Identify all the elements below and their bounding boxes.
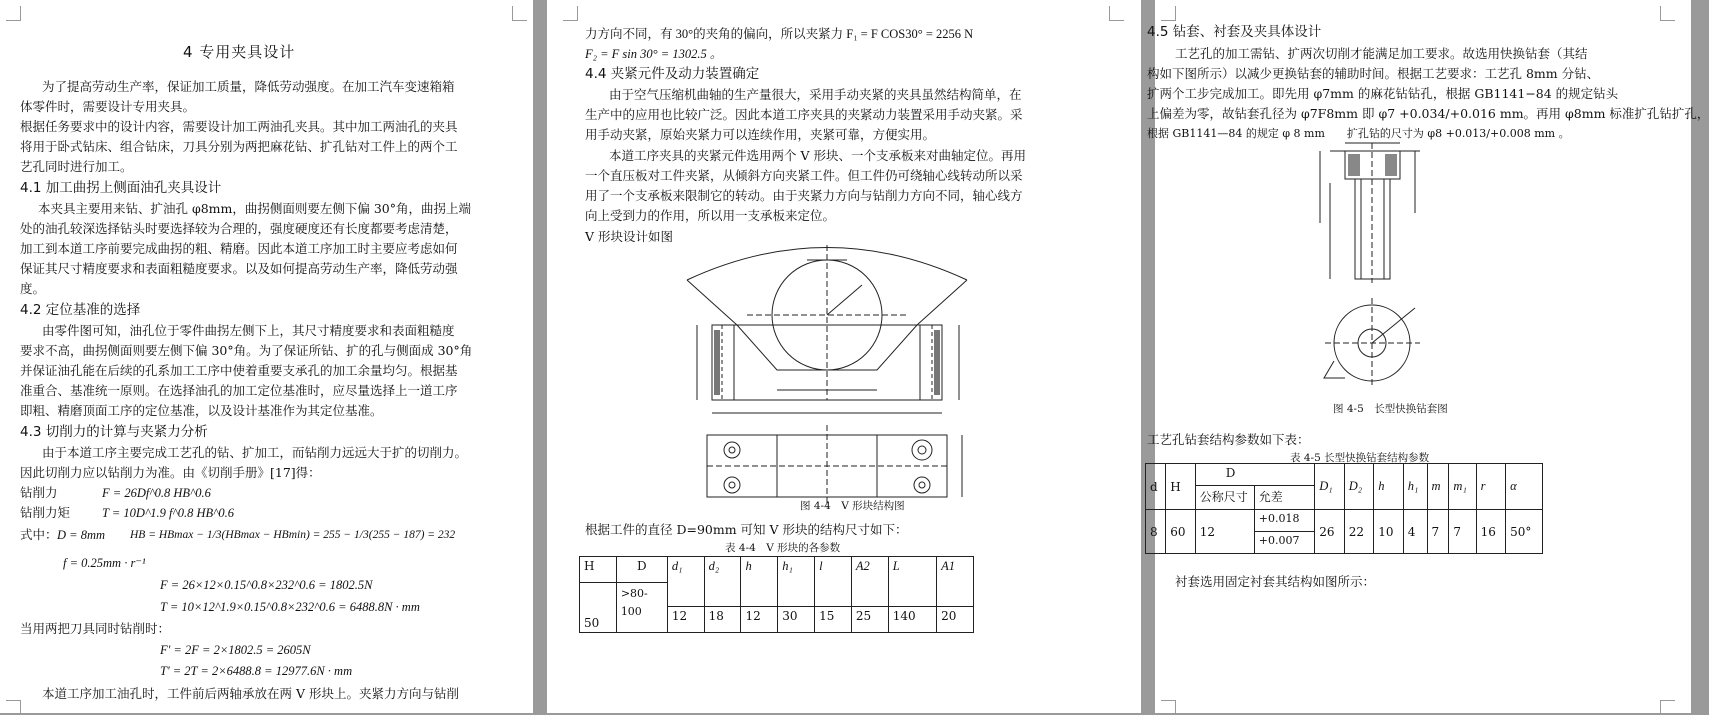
bushing-table: [1145, 463, 1543, 554]
formula-label: 式中：: [20, 527, 58, 542]
paragraph-line: 度。: [20, 281, 46, 296]
formula: D = 8mm: [57, 528, 106, 542]
page-3: [1147, 0, 1709, 713]
table-header: D: [616, 557, 667, 583]
paragraph-line: 力方向不同，有 30°的夹角的偏向，所以夹紧力 F₁ = F COS30° = 2256 N: [585, 27, 974, 41]
table-header: D₂: [1344, 464, 1374, 510]
crop-mark: [1660, 700, 1675, 715]
table-header: d₂: [704, 557, 741, 607]
table-caption: 表 4-5 长型快换钻套结构参数: [1290, 452, 1430, 464]
paragraph-line: 由于本道工序主要完成工艺孔的钻、扩加工，而钻削力远远大于扩的切削力。: [42, 445, 468, 460]
table-cell: 60: [1166, 510, 1196, 554]
table-header: m: [1427, 464, 1449, 510]
table-header: H: [580, 557, 617, 583]
table-header: A2: [851, 557, 888, 607]
table-cell: 7: [1427, 510, 1449, 554]
formula: F' = 2F = 2×1802.5 = 2605N: [160, 643, 311, 657]
page-1: [0, 0, 533, 713]
table-cell: 22: [1344, 510, 1374, 554]
table-header: r: [1476, 464, 1506, 510]
table-header: d: [1146, 464, 1166, 510]
table-cell: 18: [704, 607, 741, 633]
drill-bushing-drawing: [1310, 143, 1460, 408]
crop-mark: [6, 6, 21, 21]
paragraph-line: 上偏差为零，故钻套孔径为 φ7F8mm 即 φ7 +0.034/+0.016 mm。再用 φ8mm 标准扩孔钻扩孔，: [1147, 106, 1709, 121]
paragraph-line: 衬套选用固定衬套其结构如图所示：: [1175, 574, 1376, 589]
formula: F₂ = F sin 30° = 1302.5 。: [585, 47, 723, 61]
paragraph-line: 由零件图可知，油孔位于零件曲拐左侧下上，其尺寸精度要求和表面粗糙度: [42, 323, 455, 338]
section-heading: 4.1 加工曲拐上侧面油孔夹具设计: [20, 180, 222, 196]
paragraph-line: 本道工序加工油孔时，工件前后两轴承放在两 V 形块上。夹紧力方向与钻削: [42, 686, 459, 701]
section-heading: 4.4 夹紧元件及动力装置确定: [585, 66, 760, 82]
table-subheader: 允差: [1254, 486, 1314, 510]
paragraph-line: 保证其尺寸精度要求和表面粗糙度要求。以及如何提高劳动生产率，降低劳动强: [20, 261, 458, 276]
formula: F = 26Df^0.8 HB^0.6: [102, 486, 211, 500]
paragraph-line: 根据 GB1141—84 的规定 φ 8 mm 扩孔钻的尺寸为 φ8 +0.013/+0.008 mm 。: [1147, 127, 1570, 140]
paragraph-line: 根据工件的直径 D=90mm 可知 V 形块的结构尺寸如下：: [585, 522, 908, 537]
table-header: l: [815, 557, 852, 607]
table-cell: 30: [778, 607, 815, 633]
paragraph-line: 根据任务要求中的设计内容，需要设计加工两油孔夹具。其中加工两油孔的夹具: [20, 119, 458, 134]
table-header: H: [1166, 464, 1196, 510]
crop-mark: [1161, 700, 1176, 715]
paragraph-line: 本道工序夹具的夹紧元件选用两个 V 形块、一个支承板来对曲轴定位。再用: [609, 148, 1026, 163]
table-cell: 50: [580, 583, 617, 633]
paragraph-line: 用手动夹紧，原始夹紧力可以连续作用，夹紧可靠，方便实用。: [585, 127, 936, 142]
section-heading: 4.2 定位基准的选择: [20, 302, 141, 318]
paragraph-line: 本夹具主要用来钻、扩油孔 φ8mm，曲拐侧面则要左侧下偏 30°角，曲拐上端: [38, 201, 472, 216]
crop-mark: [1161, 6, 1176, 21]
paragraph-line: 艺孔同时进行加工。: [20, 159, 133, 174]
table-cell: 140: [888, 607, 936, 633]
table-header: d₁: [667, 557, 704, 607]
table-cell: 15: [815, 607, 852, 633]
paragraph-line: 当用两把刀具同时钻削时：: [20, 621, 171, 636]
table-cell: 50°: [1506, 510, 1543, 554]
formula: T = 10×12^1.9×0.15^0.8×232^0.6 = 6488.8N · mm: [160, 600, 420, 614]
paragraph-line: 工艺孔的加工需钻、扩两次切削才能满足加工要求。故选用快换钻套（其结: [1175, 46, 1588, 61]
formula: F = 26×12×0.15^0.8×232^0.6 = 1802.5N: [160, 578, 373, 592]
crop-mark: [6, 700, 21, 715]
section-heading: 4.3 切削力的计算与夹紧力分析: [20, 424, 208, 440]
paragraph-line: 用了一个支承板来限制它的转动。由于夹紧力方向与钻削力方向不同，轴心线方: [585, 188, 1023, 203]
table-caption: 表 4-4 V 形块的各参数: [725, 542, 841, 554]
paragraph-line: 因此切削力应以钻削力为准。由《切削手册》[17]得：: [20, 465, 321, 480]
paragraph-line: 生产中的应用也比较广泛。因此本道工序夹具的夹紧动力装置采用手动夹紧。采: [585, 107, 1023, 122]
table-cell: +0.018: [1254, 510, 1314, 532]
paragraph-line: 一个直压板对工件夹紧，从倾斜方向夹紧工件。但工件仍可绕轴心线转动所以采: [585, 168, 1023, 183]
paragraph-line: 由于空气压缩机曲轴的生产量很大，采用手动夹紧的夹具虽然结构简单，在: [609, 87, 1022, 102]
paragraph-line: 将用于卧式钻床、组合钻床，刀具分别为两把麻花钻、扩孔钻对工件上的两个工: [20, 139, 458, 154]
table-header: h₁: [778, 557, 815, 607]
table-cell: 12: [667, 607, 704, 633]
formula-label: 钻削力矩: [20, 505, 71, 520]
table-cell: 8: [1146, 510, 1166, 554]
table-header: h: [741, 557, 778, 607]
paragraph-line: 向上受到力的作用，所以用一支承板来定位。: [585, 208, 836, 223]
table-cell: 12: [1195, 510, 1254, 554]
figure-caption: 图 4-5 长型快换钻套图: [1333, 403, 1448, 415]
paragraph-line: 准重合、基准统一原则。在选择油孔的加工定位基准时，应尽量选择上一道工序: [20, 383, 458, 398]
crop-mark: [1109, 6, 1124, 21]
table-cell: 20: [937, 607, 974, 633]
table-cell: 16: [1476, 510, 1506, 554]
table-cell: 12: [741, 607, 778, 633]
paragraph-line: 并保证油孔能在后续的孔系加工工序中使着重要支承孔的加工余量均匀。根据基: [20, 363, 458, 378]
paragraph-line: 工艺孔钻套结构参数如下表：: [1147, 432, 1310, 447]
table-header: h: [1374, 464, 1404, 510]
chapter-title: 4 专用夹具设计: [183, 43, 296, 61]
v-block-drawing: [677, 245, 977, 535]
table-cell: 4: [1403, 510, 1427, 554]
paragraph-line: 加工到本道工序前要完成曲拐的粗、精磨。因此本道工序加工时主要应考虑如何: [20, 241, 458, 256]
formula: T' = 2T = 2×6488.8 = 12977.6N · mm: [160, 664, 353, 678]
table-header: α: [1506, 464, 1543, 510]
table-header: D₁: [1315, 464, 1345, 510]
crop-mark: [512, 6, 527, 21]
crop-mark: [563, 6, 578, 21]
table-header: A1: [937, 557, 974, 607]
table-subheader: 公称尺寸: [1195, 486, 1254, 510]
formula: T = 10D^1.9 f^0.8 HB^0.6: [102, 506, 235, 520]
table-cell: 7: [1449, 510, 1476, 554]
paragraph-line: 构如下图所示）以减少更换钻套的辅助时间。根据工艺要求：工艺孔 8mm 分钻、: [1147, 66, 1600, 81]
page-2: [547, 0, 1141, 713]
paragraph-line: 要求不高，曲拐侧面则要左侧下偏 30°角。为了保证所钻、扩的孔与侧面成 30°角: [20, 343, 473, 358]
table-header: m₁: [1449, 464, 1476, 510]
section-heading: 4.5 钻套、衬套及夹具体设计: [1147, 24, 1322, 40]
paragraph-line: 为了提高劳动生产率，保证加工质量，降低劳动强度。在加工汽车变速箱箱: [42, 79, 455, 94]
table-cell: 25: [851, 607, 888, 633]
paragraph-line: V 形块设计如图: [585, 229, 674, 244]
v-block-table: [579, 556, 974, 633]
table-cell: >80-100: [616, 583, 667, 633]
formula: HB = HBmax − 1/3(HBmax − HBmin) = 255 − 1/3(255 − 187) = 232: [130, 529, 456, 541]
table-header: h₁: [1403, 464, 1427, 510]
paragraph-line: 扩两个工步完成加工。即先用 φ7mm 的麻花钻钻孔，根据 GB1141−84 的规定钻头: [1147, 86, 1619, 101]
paragraph-line: 处的油孔较深选择钻头时要选择较为合理的，强度硬度还有长度都要考虑清楚，: [20, 221, 458, 236]
table-cell: 26: [1315, 510, 1345, 554]
table-header: L: [888, 557, 936, 607]
crop-mark: [1660, 6, 1675, 21]
table-cell: 10: [1374, 510, 1404, 554]
figure-caption: 图 4-4 V 形块结构图: [800, 500, 905, 512]
paragraph-line: 即粗、精磨顶面工序的定位基准，以及设计基准作为其定位基准。: [20, 403, 383, 418]
formula: f = 0.25mm · r⁻¹: [63, 556, 146, 570]
table-header: D: [1195, 464, 1314, 486]
formula-label: 钻削力: [20, 485, 58, 500]
table-cell: +0.007: [1254, 532, 1314, 554]
paragraph-line: 体零件时，需要设计专用夹具。: [20, 99, 196, 114]
